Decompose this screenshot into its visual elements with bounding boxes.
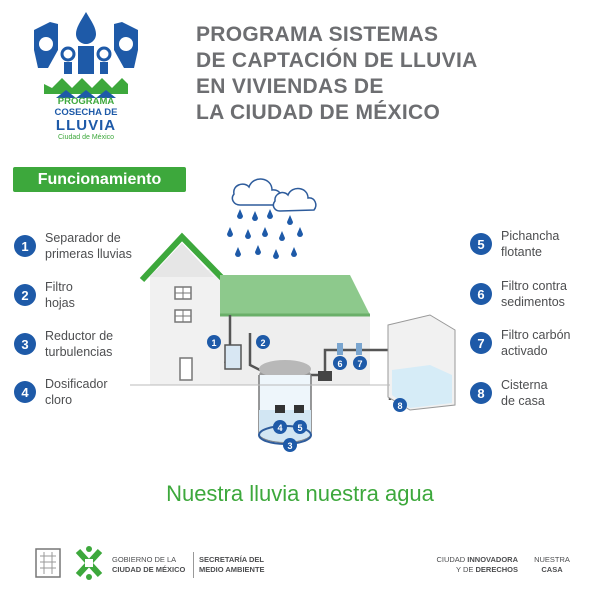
secretariat-label: SECRETARÍA DEL MEDIO AMBIENTE: [199, 555, 265, 574]
cloud-icon: [232, 179, 315, 211]
footer-divider: [193, 552, 194, 578]
diagram-marker-3: 3: [287, 441, 293, 451]
city-label: CIUDAD INNOVADORA Y DE DERECHOS: [436, 555, 518, 574]
step-label: Reductor de turbulencias: [45, 329, 114, 359]
page-title: [196, 22, 586, 126]
step-number: 4: [14, 381, 36, 403]
step-5: [470, 228, 559, 260]
step-label: Pichancha flotante: [501, 229, 560, 259]
step-3: [14, 328, 113, 360]
logo-line1: PROGRAMA: [57, 96, 115, 107]
step-number: 6: [470, 283, 492, 305]
step-4: [14, 376, 108, 408]
diagram-marker-8: 8: [397, 401, 403, 411]
rainwater-system-illustration: [130, 165, 460, 465]
tagline: Nuestra lluvia nuestra agua: [166, 481, 434, 506]
step-7: [470, 327, 570, 359]
step-2: [14, 279, 75, 311]
title-line4: LA CIUDAD DE MÉXICO: [196, 101, 441, 124]
diagram-marker-2: 2: [260, 338, 266, 348]
logo-line2: COSECHA DE: [54, 107, 118, 118]
step-6: [470, 278, 567, 310]
step-8: [470, 377, 548, 409]
step-label: Filtro carbón activado: [501, 328, 571, 358]
logo-line3: LLUVIA: [55, 117, 117, 134]
title-line2: DE CAPTACIÓN DE LLUVIA: [196, 49, 478, 72]
rain-drops: [227, 209, 303, 259]
rain-harvest-logo-icon: [28, 10, 144, 102]
step-label: Dosificador cloro: [45, 377, 108, 407]
step-label: Cisterna de casa: [501, 378, 548, 408]
step-number: 8: [470, 382, 492, 404]
step-number: 7: [470, 332, 492, 354]
program-logo: [28, 10, 144, 145]
step-1: [14, 230, 132, 262]
cdmx-logo-icon: [72, 545, 106, 581]
step-label: Separador de primeras lluvias: [45, 231, 132, 261]
casa-label: NUESTRA CASA: [534, 555, 570, 574]
step-number: 3: [14, 333, 36, 355]
step-number: 5: [470, 233, 492, 255]
step-label: Filtro hojas: [45, 280, 75, 310]
title-line3: EN VIVIENDAS DE: [196, 75, 384, 98]
diagram-marker-1: 1: [211, 338, 217, 348]
section-label: Funcionamiento: [13, 167, 186, 192]
logo-line4: Ciudad de México: [57, 134, 115, 141]
gov-label: GOBIERNO DE LA CIUDAD DE MÉXICO: [112, 555, 186, 574]
diagram-marker-6: 6: [337, 359, 343, 369]
title-line1: PROGRAMA SISTEMAS: [196, 23, 439, 46]
diagram-marker-5: 5: [297, 423, 303, 433]
step-number: 1: [14, 235, 36, 257]
coat-of-arms-icon: [33, 546, 63, 580]
diagram-marker-4: 4: [277, 423, 283, 433]
step-label: Filtro contra sedimentos: [501, 279, 567, 309]
diagram-marker-7: 7: [357, 359, 363, 369]
step-number: 2: [14, 284, 36, 306]
